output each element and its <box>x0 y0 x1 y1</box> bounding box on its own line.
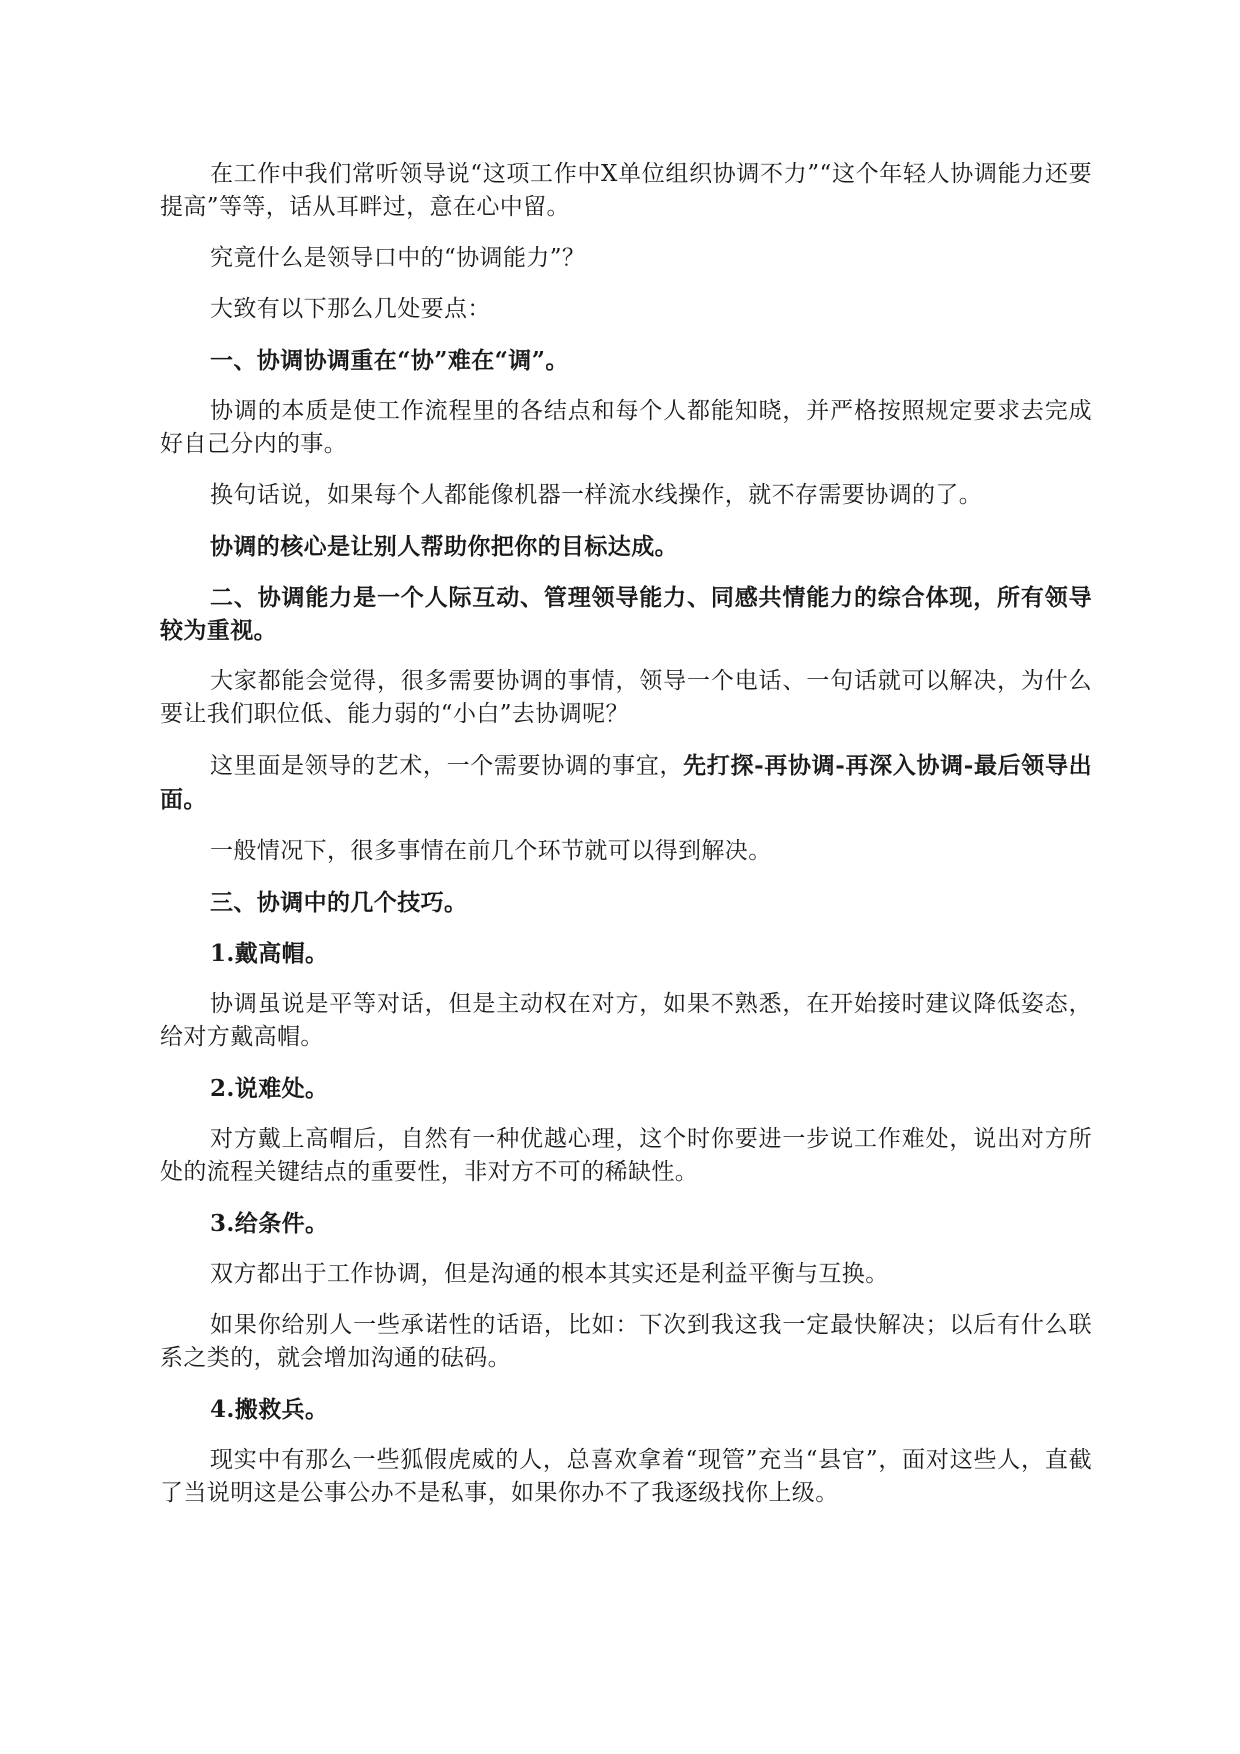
paragraph-leadership-art <box>160 749 1092 817</box>
heading-tip-4: 4.搬救兵。 <box>210 1396 329 1423</box>
heading-section-1: 一、协调协调重在“协”难在“调”。 <box>210 347 569 374</box>
paragraph-essence: 协调的本质是使工作流程里的各结点和每个人都能知晓，并严格按照规定要求去完成好自己分内的事。 <box>160 398 1092 457</box>
document-page <box>160 158 1092 1528</box>
paragraph-tip-4: 现实中有那么一些狐假虎威的人，总喜欢拿着“现管”充当“县官”，面对这些人，直截了当说明这是公事公办不是私事，如果你办不了我逐级找你上级。 <box>160 1447 1092 1506</box>
paragraph-generally: 一般情况下，很多事情在前几个环节就可以得到解决。 <box>210 838 772 864</box>
heading-tip-3: 3.给条件。 <box>210 1210 329 1237</box>
leadership-art-plain: 这里面是领导的艺术，一个需要协调的事宜， <box>210 753 684 779</box>
heading-tip-2: 2.说难处。 <box>210 1075 329 1102</box>
paragraph-tip-3a: 双方都出于工作协调，但是沟通的根本其实还是利益平衡与互换。 <box>210 1261 889 1287</box>
paragraph-in-other-words: 换句话说，如果每个人都能像机器一样流水线操作，就不存需要协调的了。 <box>210 482 983 508</box>
paragraph-intro: 在工作中我们常听领导说“这项工作中X单位组织协调不力”“这个年轻人协调能力还要提高”等等，话从耳畔过，意在心中留。 <box>160 161 1092 220</box>
heading-tip-1: 1.戴高帽。 <box>210 940 329 967</box>
paragraph-tip-2: 对方戴上高帽后，自然有一种优越心理，这个时你要进一步说工作难处，说出对方所处的流程关键结点的重要性，非对方不可的稀缺性。 <box>160 1126 1092 1185</box>
heading-section-2: 二、协调能力是一个人际互动、管理领导能力、同感共情能力的综合体现，所有领导较为重视。 <box>160 584 1092 644</box>
paragraph-question: 究竟什么是领导口中的“协调能力”？ <box>210 245 586 271</box>
paragraph-points-lead: 大致有以下那么几处要点： <box>210 296 491 322</box>
paragraph-tip-1: 协调虽说是平等对话，但是主动权在对方，如果不熟悉，在开始接时建议降低姿态，给对方戴高帽。 <box>160 991 1092 1050</box>
paragraph-why-newcomer: 大家都能会觉得，很多需要协调的事情，领导一个电话、一句话就可以解决，为什么要让我们职位低、能力弱的“小白”去协调呢？ <box>160 668 1092 727</box>
paragraph-tip-3b: 如果你给别人一些承诺性的话语，比如：下次到我这我一定最快解决；以后有什么联系之类的，就会增加沟通的砝码。 <box>160 1312 1092 1371</box>
leadership-art-bold: 先打探-再协调-再深入协调-最后领导出面。 <box>160 752 1092 813</box>
heading-section-3: 三、协调中的几个技巧。 <box>210 889 468 916</box>
paragraph-core-bold: 协调的核心是让别人帮助你把你的目标达成。 <box>210 533 678 560</box>
